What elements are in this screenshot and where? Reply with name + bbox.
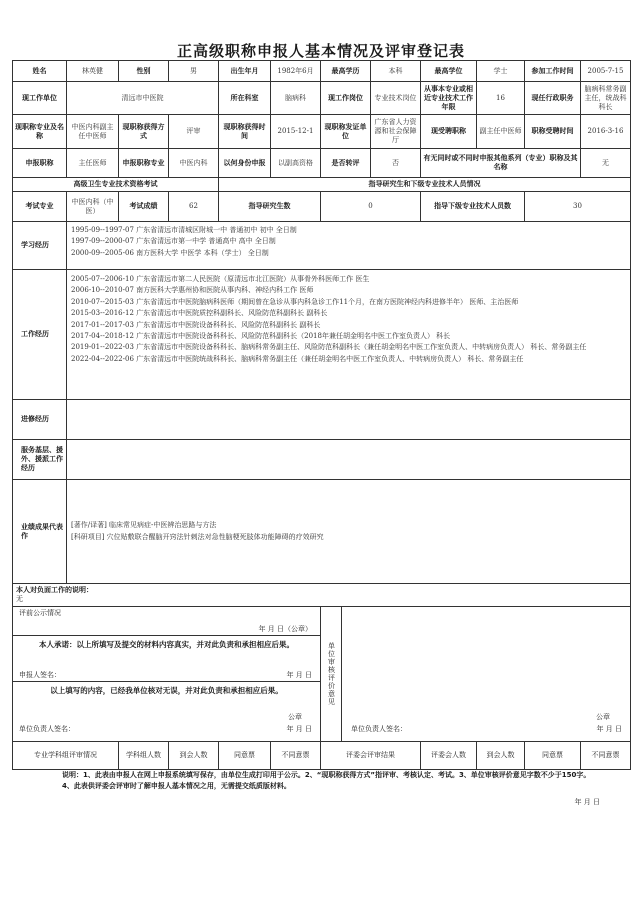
dept-value: 脑病科 — [271, 82, 321, 115]
transfer-value: 否 — [371, 149, 421, 178]
cross-apply-label: 有无同时或不同时申报其他系列（专业）职称及其名称 — [421, 149, 581, 178]
hired-time-label: 职称受聘时间 — [525, 115, 581, 149]
obtain-time-label: 现职称获得时间 — [219, 115, 271, 149]
bottom-date: 年 月 日 — [574, 798, 600, 806]
name-label: 姓名 — [13, 61, 67, 82]
agree2-votes-label: 同意票 — [525, 742, 581, 770]
junior-count-label: 指导下级专业技术人员数 — [421, 192, 525, 222]
degree-label: 最高学位 — [421, 61, 477, 82]
work-entry: 2015-03--2016-12 广东省清远市中医院质控科副科长、风险防范科副科长 副科长 — [71, 309, 328, 318]
study-entry: 2000-09--2005-06 南方医科大学 中医学 本科（学士） 全日制 — [71, 248, 269, 257]
grad-count-label: 指导研究生数 — [219, 192, 321, 222]
years-value: 16 — [477, 82, 525, 115]
hired-title-value: 副主任中医师 — [477, 115, 525, 149]
hired-time-value: 2016-3-16 — [581, 115, 631, 149]
negative-statement-value: 无 — [16, 595, 23, 603]
applicant-promise: 本人承诺：以上所填写及提交的材料内容真实，并对此负责和承担相应后果。 — [39, 640, 294, 649]
work-entry: 2006-10--2010-07 南方医科大学惠州协和医院从事内科、神经内科工作 医师 — [71, 286, 314, 295]
achievements-label: 业绩成果代表作 — [13, 480, 67, 584]
unit-seal-right: 公章 — [596, 713, 610, 721]
unit-date-left: 年 月 日 — [286, 725, 312, 733]
achievements — [67, 480, 631, 584]
study-history-label: 学习经历 — [13, 222, 67, 270]
unit-review-label: 单位审核评价意见 — [327, 642, 336, 706]
service-history-label: 服务基层、援外、援派工作经历 — [13, 440, 67, 480]
service-history — [67, 440, 631, 480]
exam-score-value: 62 — [169, 192, 219, 222]
study-entry: 1995-09--1997-07 广东省清远市清城区附城一中 普通初中 初中 全日制 — [71, 226, 297, 234]
identity-value: 以副高资格 — [271, 149, 321, 178]
work-history-label: 工作经历 — [13, 270, 67, 400]
unit-seal-left: 公章 — [288, 713, 302, 721]
junior-count-value: 30 — [525, 192, 631, 222]
disagree-votes-label: 不同意票 — [271, 742, 321, 770]
registration-form — [12, 60, 631, 770]
dept-label: 所在科室 — [219, 82, 271, 115]
disagree2-votes-label: 不同意票 — [581, 742, 631, 770]
form-note: 说明：1、此表由申报人在网上申报系统填写保存，由单位生成打印用于公示。2、“现职称获得方式”指评审、考核认定、考试。3、单位审核评价意见字数不少于150字。4、此表供评委会评审时了解申报人基本情况之用，无需提交纸质版材料。 — [62, 771, 591, 790]
group-members-label: 学科组人数 — [119, 742, 169, 770]
current-title-label: 现职称专业及名称 — [13, 115, 67, 149]
study-history — [67, 222, 631, 270]
work-entry: 2017-04--2018-12 广东省清远市中医院设备科科长、风险防范科副科长（2018年兼任胡金明名中医工作室负责人） 科长 — [71, 332, 451, 341]
current-title-value: 中医内科副主任中医师 — [67, 115, 119, 149]
study-entry: 1997-09--2000-07 广东省清远市第一中学 普通高中 高中 全日制 — [71, 237, 276, 246]
work-entry: 2017-01--2017-03 广东省清远市中医院设备科科长、风险防范科副科长 副科长 — [71, 320, 321, 329]
applicant-sign-label: 申报人签名： — [19, 671, 61, 679]
achievement-entry: [科研项目] 穴位贴敷联合醒脑开窍法针刺法对急性脑梗死肢体功能障碍的疗效研究 — [71, 532, 324, 541]
attendance-label: 到会人数 — [169, 742, 219, 770]
apply-major-value: 中医内科 — [169, 149, 219, 178]
unit-verify-text: 以上填写的内容，已经我单位核对无误，并对此负责和承担相应后果。 — [50, 686, 283, 695]
education-value: 本科 — [371, 61, 421, 82]
issuer-label: 现职称发证单位 — [321, 115, 371, 149]
work-entry: 2022-04--2022-06 广东省清远市中医院统战科科长、脑病科常务副主任（兼任胡金明名中医工作室负责人、中转病房负责人） 科长、常务副主任 — [71, 354, 524, 363]
hired-title-label: 现受聘职称 — [421, 115, 477, 149]
work-entry: 2010-07--2015-03 广东省清远市中医院脑病科医师（期间曾在急诊从事内科急诊工作11个月，在南方医院神经内科进修半年） 医师、主治医师 — [71, 297, 519, 306]
applicant-date: 年 月 日 — [286, 671, 312, 679]
obtain-way-label: 现职称获得方式 — [119, 115, 169, 149]
post-label: 现工作岗位 — [321, 82, 371, 115]
transfer-label: 是否转评 — [321, 149, 371, 178]
unit-value: 清远市中医院 — [67, 82, 219, 115]
training-history-label: 进修经历 — [13, 400, 67, 440]
guidance-section-header: 指导研究生和下级专业技术人员情况 — [219, 178, 631, 192]
work-start-label: 参加工作时间 — [525, 61, 581, 82]
applicant-block — [13, 607, 321, 742]
unit-date-right: 年 月 日 — [596, 725, 622, 733]
gender-label: 性别 — [119, 61, 169, 82]
name-value: 林英健 — [67, 61, 119, 82]
work-entry: 2019-01--2022-03 广东省清远市中医院设备科科长、脑病科常务副主任、风险防范科副科长（兼任胡金明名中医工作室负责人、中转病房负责人） 科长、常务副主任 — [71, 343, 587, 352]
obtain-time-value: 2015-12-1 — [271, 115, 321, 149]
unit-sign-label-left: 单位负责人签名： — [19, 725, 75, 733]
publicity-date: 年 月 日（公章） — [258, 625, 312, 633]
birth-label: 出生年月 — [219, 61, 271, 82]
attendance2-label: 到会人数 — [477, 742, 525, 770]
unit-sign-label-right: 单位负责人签名： — [351, 725, 407, 733]
training-history — [67, 400, 631, 440]
apply-title-value: 主任医师 — [67, 149, 119, 178]
years-label: 从事本专业或相近专业技术工作年限 — [421, 82, 477, 115]
cross-apply-value: 无 — [581, 149, 631, 178]
apply-major-label: 申报职称专业 — [119, 149, 169, 178]
exam-score-label: 考试成绩 — [119, 192, 169, 222]
negative-statement-label: 本人对负面工作的说明： — [16, 586, 93, 594]
degree-value: 学士 — [477, 61, 525, 82]
gender-value: 男 — [169, 61, 219, 82]
unit-label: 现工作单位 — [13, 82, 67, 115]
exam-major-value: 中医内科（中医） — [67, 192, 119, 222]
work-history — [67, 270, 631, 400]
exam-major-label: 考试专业 — [13, 192, 67, 222]
committee-result-label: 评委会评审结果 — [321, 742, 421, 770]
apply-title-label: 申报职称 — [13, 149, 67, 178]
form-title: 正高级职称申报人基本情况及评审登记表 — [176, 42, 465, 60]
issuer-value: 广东省人力资源和社会保障厅 — [371, 115, 421, 149]
work-entry: 2005-07--2006-10 广东省清远市第二人民医院（原清远市北江医院）从事骨外科医师工作 医生 — [71, 275, 370, 283]
education-label: 最高学历 — [321, 61, 371, 82]
agree-votes-label: 同意票 — [219, 742, 271, 770]
post-value: 专业技术岗位 — [371, 82, 421, 115]
admin-value: 脑病科常务副主任，统战科科长 — [581, 82, 631, 115]
grad-count-value: 0 — [321, 192, 421, 222]
negative-statement — [13, 584, 631, 607]
exam-section-header: 高级卫生专业技术资格考试 — [13, 178, 219, 192]
work-start-value: 2005-7-15 — [581, 61, 631, 82]
obtain-way-value: 评审 — [169, 115, 219, 149]
identity-label: 以何身份申报 — [219, 149, 271, 178]
admin-label: 现任行政职务 — [525, 82, 581, 115]
expert-review-label: 专业学科组评审情况 — [13, 742, 119, 770]
committee-members-label: 评委会人数 — [421, 742, 477, 770]
achievement-entry: [著作/译著] 临床常见病症-中医辨治思路与方法 — [71, 521, 217, 530]
publicity-label: 评前公示情况 — [19, 609, 61, 617]
birth-value: 1982年6月 — [271, 61, 321, 82]
unit-review-block — [321, 607, 631, 742]
